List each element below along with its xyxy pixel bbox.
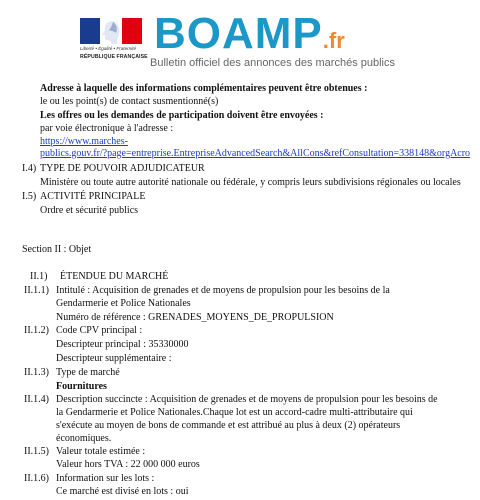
ii14-line1: Description succincte : Acquisition de grenades et de moyens de propulsion pour les besoins de	[56, 394, 438, 405]
ii15-value: Valeur hors TVA : 22 000 000 euros	[56, 459, 200, 470]
ii14-line2: la Gendarmerie et Police Nationales.Chaque lot est un accord-cadre multi-attributaire qui	[56, 407, 413, 418]
submission-link-line2[interactable]: publics.gouv.fr/?page=entreprise.EntrepriseAdvancedSearch&AllCons&refConsultation=338148&orgAcro	[40, 148, 471, 159]
ii12-label: II.1.2)	[24, 325, 49, 336]
ii14-label: II.1.4)	[24, 394, 49, 405]
section-i5-value: Ordre et sécurité publics	[40, 205, 139, 216]
logo-suffix-text: .fr	[322, 28, 345, 53]
ii13-title: Type de marché	[56, 367, 120, 378]
ii14-line4: économiques.	[56, 433, 112, 444]
section-i5-title: ACTIVITÉ PRINCIPALE	[40, 191, 146, 202]
contact-info-value: le ou les point(s) de contact susmentionné(s)	[40, 96, 219, 107]
ii15-label: II.1.5)	[24, 446, 49, 457]
logo-main-text: BOAMP	[154, 9, 323, 58]
contact-heading-offers: Les offres ou les demandes de participation doivent être envoyées :	[40, 110, 324, 121]
section-ii-heading: Section II : Objet	[22, 244, 92, 255]
ii11-title-line2: Gendarmerie et Police Nationales	[56, 298, 191, 309]
marianne-profile-icon	[98, 20, 120, 44]
ii12-title: Code CPV principal :	[56, 325, 143, 336]
section-i4-title: TYPE DE POUVOIR ADJUDICATEUR	[40, 163, 205, 174]
ii13-label: II.1.3)	[24, 367, 49, 378]
contact-heading-info: Adresse à laquelle des informations complémentaires peuvent être obtenues :	[40, 83, 368, 94]
boamp-logo[interactable]	[154, 9, 345, 63]
submission-link-line1[interactable]: https://www.marches-	[40, 136, 128, 147]
ii1-label: II.1)	[30, 271, 48, 282]
republic-name: RÉPUBLIQUE FRANÇAISE	[80, 54, 148, 60]
ii16-title: Information sur les lots :	[56, 473, 155, 484]
ii13-value: Fournitures	[56, 381, 107, 392]
marianne-logo	[80, 18, 148, 62]
section-i4-value: Ministère ou toute autre autorité nationale ou fédérale, y compris leurs subdivisions régionales ou locales	[40, 177, 461, 188]
section-i5-label: I.5)	[22, 191, 37, 202]
republic-motto: Liberté • Égalité • Fraternité	[80, 46, 137, 51]
ii12-main-descriptor: Descripteur principal : 35330000	[56, 339, 189, 350]
logo-tagline: Bulletin officiel des annonces des marchés publics	[150, 57, 395, 69]
ii16-value: Ce marché est divisé en lots : oui	[56, 486, 189, 497]
ii14-line3: s'exécute au moyen de bons de commande et est attribué au plus à deux (2) opérateurs	[56, 420, 401, 431]
section-i4-label: I.4)	[22, 163, 37, 174]
ii11-reference: Numéro de référence : GRENADES_MOYENS_DE_PROPULSION	[56, 312, 334, 323]
ii16-label: II.1.6)	[24, 473, 49, 484]
ii1-title: ÉTENDUE DU MARCHÉ	[60, 271, 169, 282]
ii11-label: II.1.1)	[24, 285, 49, 296]
ii15-title: Valeur totale estimée :	[56, 446, 146, 457]
ii11-title-line1: Intitulé : Acquisition de grenades et de moyens de propulsion pour les besoins de la	[56, 285, 390, 296]
ii12-extra-descriptor: Descripteur supplémentaire :	[56, 353, 172, 364]
french-flag-icon	[80, 18, 142, 44]
contact-offers-value: par voie électronique à l'adresse :	[40, 123, 174, 134]
